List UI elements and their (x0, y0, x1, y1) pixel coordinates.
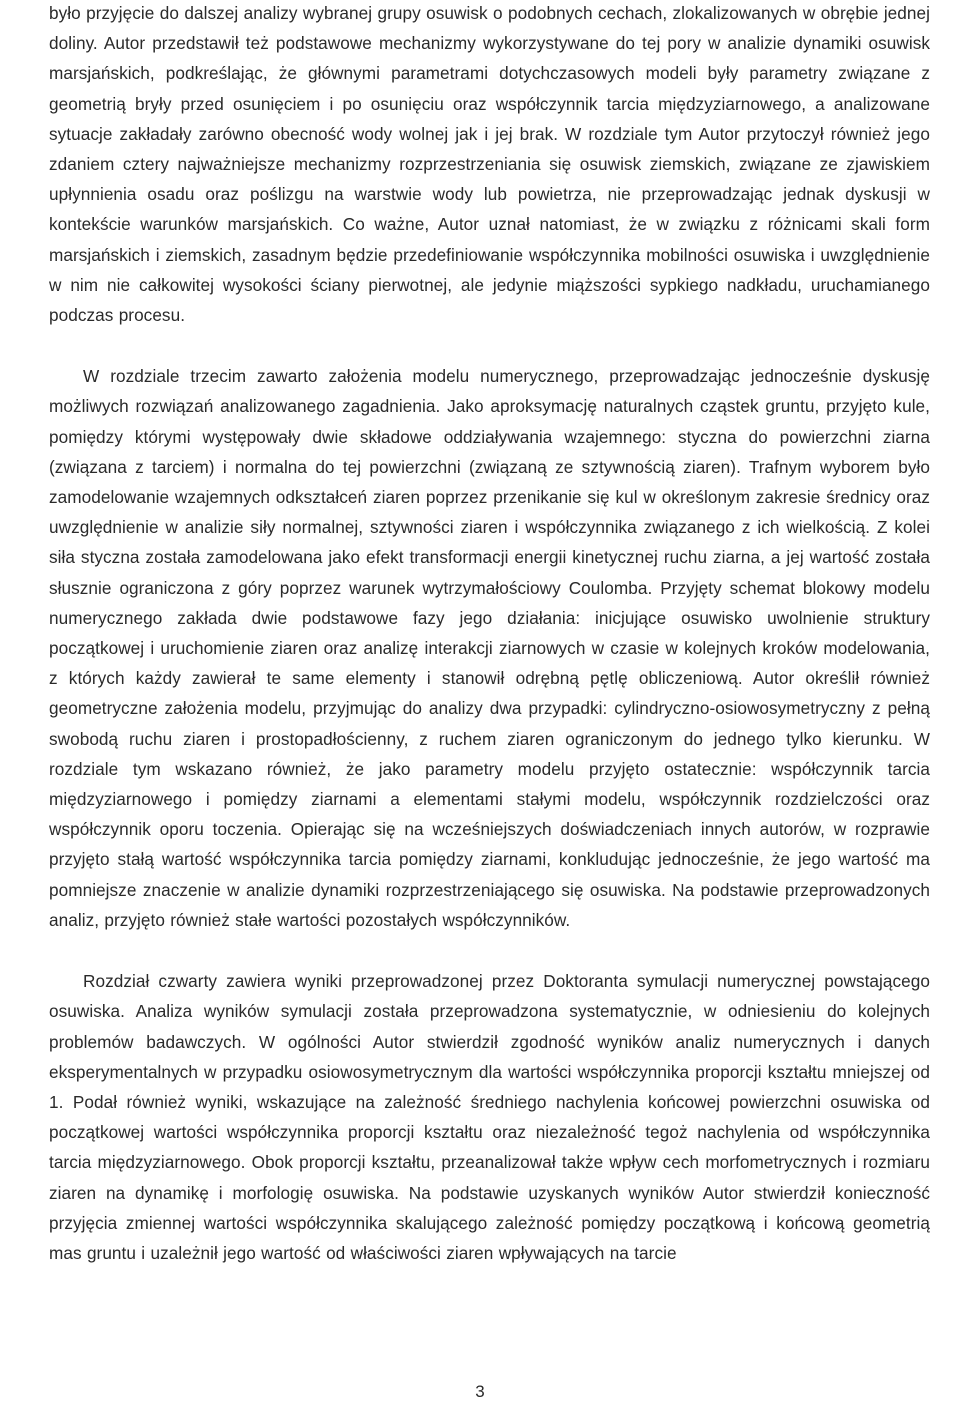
page-number: 3 (475, 1382, 485, 1401)
body-paragraph-2: W rozdziale trzecim zawarto założenia modelu numerycznego, przeprowadzając jednocześnie dyskusję możliwych rozwiązań analizowanego zagadnienia. Jako aproksymację naturalnych cząstek gruntu, przyjęto kule, pomiędzy którymi występowały dwie składowe oddziaływania wzajemnego: styczna do powierzchni ziarna (związana z tarciem) i normalna do tej powierzchni (związaną ze sztywnością ziaren). Trafnym wyborem było zamodelowanie wzajemnych odkształceń ziaren poprzez przenikanie się kul w określonym zakresie średnicy oraz uwzględnienie w analizie siły normalnej, sztywności ziaren i współczynnika związanego z ich wielkością. Z kolei siła styczna została zamodelowana jako efekt transformacji energii kinetycznej ruchu ziarna, a jej wartość została słusznie ograniczona z góry poprzez warunek wytrzymałościowy Coulomba. Przyjęty schemat blokowy modelu numerycznego zakłada dwie podstawowe fazy jego działania: inicjujące osuwisko uwolnienie struktury początkowej i uruchomienie ziaren oraz analizę interakcji ziarnowych w czasie w kolejnych kroków modelowania, z których każdy zawierał te same elementy i stanowił odrębną pętlę obliczeniową. Autor określił również geometryczne założenia modelu, przyjmując do analizy dwa przypadki: cylindryczno-osiowosymetryczny z pełną swobodą ruchu ziaren i prostopadłościenny, z ruchem ziaren ograniczonym do jednego tylko kierunku. W rozdziale tym wskazano również, że jako parametry modelu przyjęto ostatecznie: współczynnik tarcia międzyziarnowego i pomiędzy ziarnami a elementami stałymi modelu, współczynnik rozdzielczości oraz współczynnik oporu toczenia. Opierając się na wcześniejszych doświadczeniach innych autorów, w rozprawie przyjęto stałą wartość współczynnika tarcia pomiędzy ziarnami, konkludując jednocześnie, że jego wartość ma pomniejsze znaczenie w analizie dynamiki rozprzestrzeniającego się osuwiska. Na podstawie przeprowadzonych analiz, przyjęto również stałe wartości pozostałych współczynników. (49, 366, 930, 930)
body-paragraph-3: Rozdział czwarty zawiera wyniki przeprowadzonej przez Doktoranta symulacji numerycznej powstającego osuwiska. Analiza wyników symulacji została przeprowadzona systematycznie, w odniesieniu do kolejnych problemów badawczych. W ogólności Autor stwierdził zgodność wyników analiz numerycznych i danych eksperymentalnych w przypadku osiowosymetrycznym dla wartości współczynnika proporcji kształtu mniejszej od 1. Podał również wyniki, wskazujące na zależność średniego nachylenia końcowej powierzchni osuwiska od początkowej wartości współczynnika proporcji kształtu oraz niezależność tegoż nachylenia od współczynnika tarcia międzyziarnowego. Obok proporcji kształtu, przeanalizował także wpływ cech morfometrycznych i rozmiaru ziaren na dynamikę i morfologię osuwiska. Na podstawie uzyskanych wyników Autor stwierdził konieczność przyjęcia zmiennej wartości współczynnika skalującego zależność pomiędzy początkową i końcową geometrią mas gruntu i uzależnił jego wartość od właściwości ziaren wpływających na tarcie (49, 971, 930, 1263)
body-paragraph-1: było przyjęcie do dalszej analizy wybranej grupy osuwisk o podobnych cechach, zlokalizowanych w obrębie jednej doliny. Autor przedstawił też podstawowe mechanizmy wykorzystywane do tej pory w analizie dynamiki osuwisk marsjańskich, podkreślając, że głównymi parametrami dotychczasowych modeli były parametry związane z geometrią bryły przed osunięciem i po osunięciu oraz współczynnik tarcia międzyziarnowego, a analizowane sytuacje zakładały zarówno obecność wody wolnej jak i jej brak. W rozdziale tym Autor przytoczył również jego zdaniem cztery najważniejsze mechanizmy rozprzestrzeniania się osuwisk ziemskich, związane ze zjawiskiem upłynnienia osadu oraz poślizgu na warstwie wody lub powietrza, nie przeprowadzając jednak dyskusji w kontekście warunków marsjańskich. Co ważne, Autor uznał natomiast, że w związku z różnicami skali form marsjańskich i ziemskich, zasadnym będzie przedefiniowanie współczynnika mobilności osuwiska i uwzględnienie w nim nie całkowitej wysokości ściany pierwotnej, ale jedynie miąższości sypkiego nadkładu, uruchamianego podczas procesu. (49, 3, 930, 326)
